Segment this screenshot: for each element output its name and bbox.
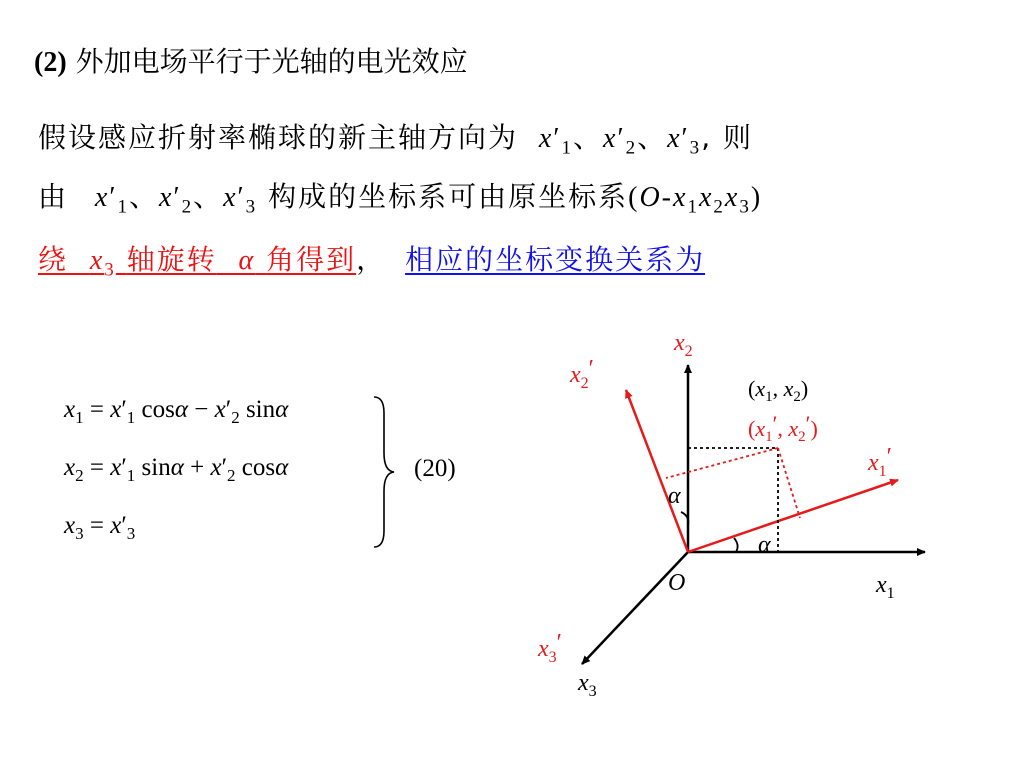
axis-x3 [582,552,688,664]
equation-2: $x_2 = x'_1$ $\sin\alpha + x'_2$ cosα [64,454,289,485]
paragraph-line-2 [38,175,763,218]
axis-x2-prime [626,390,688,552]
angle-label-upper: α [668,483,681,509]
line-1-tail: , 则 [701,121,753,154]
transform-statement: 相应的坐标变换关系为 [405,243,706,276]
line-1-text: 假设感应折射率椭球的新主轴方向为 [38,121,519,154]
origin-label: O [668,570,686,596]
axis-x1-prime [688,480,898,552]
paragraph-line-3 [38,238,706,281]
equation-3: $x_3 = x'_3$ [64,512,136,543]
label-x1: $x_1$ [876,572,895,602]
section-number: (2) [34,47,67,78]
label-x2: $x_2$ [674,330,693,360]
new-axes-inline-2: $x'_1$、$x'_2$、$x'_3$ [94,182,258,218]
original-system-inline: $(O-x_1x_2x_3)$ [628,182,763,218]
comma: ， [356,243,387,276]
line-2-mid: 构成的坐标系可由原坐标系 [268,180,629,213]
line-2-start: 由 [38,180,69,213]
label-x3-prime: $x_3'$ [538,630,562,666]
label-x1-prime: $x_1'$ [868,444,892,480]
equation-1: $x_1 = x'_1$ $\cos\alpha - x'_2$ sinα [64,396,289,427]
equation-brace [370,395,400,550]
angle-arc-lower [734,538,738,552]
projection-x2-prime [666,448,778,478]
section-heading [34,40,468,80]
rotation-diagram [530,320,1010,700]
projection-x1-prime [778,448,800,518]
angle-label-lower: α [758,532,771,558]
new-axes-inline: $x'_1$、$x'_2$、$x'_3$ [538,123,702,159]
point-new-label: ($x_1'$, $x_2'$) [748,411,818,445]
paragraph-line-1 [38,116,753,159]
rotation-statement: 绕 $x_3$ 轴旋转 α 角得到 [38,243,357,281]
label-x3: $x_3$ [578,670,597,700]
equation-number: (20) [414,455,456,482]
point-original-label: ($x_1$, $x_2$) [748,376,809,405]
section-title: 外加电场平行于光轴的电光效应 [75,45,468,78]
label-x2-prime: $x_2'$ [570,356,594,392]
